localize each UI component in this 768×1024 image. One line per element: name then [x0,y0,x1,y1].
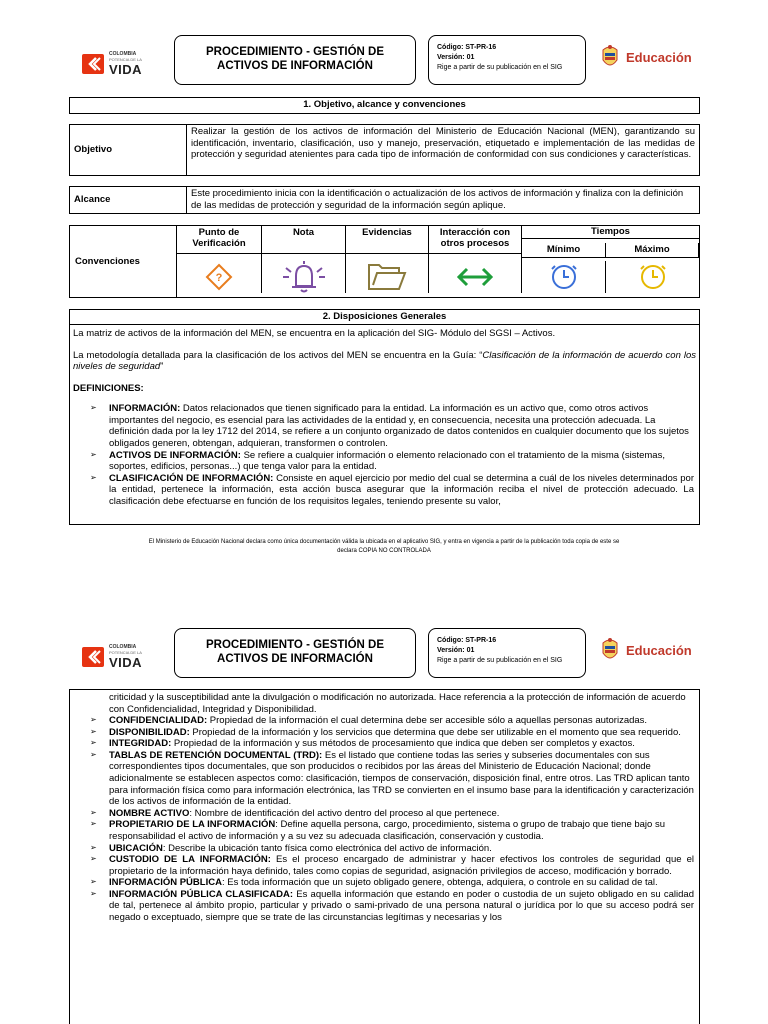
logo-line1: COLOMBIA [109,51,137,57]
section2-title: 2. Disposiciones Generales [70,310,699,325]
page-header [0,35,768,97]
educacion-logo-text: Educación [626,642,692,658]
alcance-row [69,186,700,214]
disp-paragraph-1: La matriz de activos de la información del MEN, se encuentra en la aplicación del SIG- Módulo del SGSI – Activos. [73,328,556,339]
header-punto-verificacion: Punto de Verificación [177,226,261,254]
objetivo-row [69,124,700,176]
list-item: ➢ PROPIETARIO DE LA INFORMACIÓN: Define aquella persona, cargo, procedimiento, sistema o grupo de trabajo que tiene bajo su responsabilidad el activo de información y a su vez su adecuada clasificación, conservación y custodia. [90,819,694,842]
clock-maximum-icon [639,263,667,291]
section1-title: 1. Objetivo, alcance y convenciones [303,99,466,110]
disposiciones-box-continued [69,689,700,1024]
disposiciones-box [69,309,700,525]
list-item: ➢ TABLAS DE RETENCIÓN DOCUMENTAL (TRD): Es el listado que contiene todas las series y subseries documentales con sus correspondientes tipos documentales, que son producidos o recibidos por las áreas del Ministerio de Educación Nacional; donde adicionalmente se establecen aspectos como: clasificación, tiempos de conservación, disposición final, entre otros. Las TRD aplican tanto para información física como para información electrónica, las TRD se convierten en el insumo base para la identificación y caracterización de los activos de información de la entidad. [90,750,694,808]
convenciones-table [69,225,700,298]
list-item: ➢ INFORMACIÓN: Datos relacionados que tienen significado para la entidad. La información es un activo que, como otros activos importantes del negocio, es esencial para las actividades de la entidad y, en consecuencia, necesita una protección adecuada. La definición dada por la ley 1712 del 2014, se refiere a un conjunto organizado de datos contenidos en cualquier documento que los sujetos obligados generen, obtengan, adquieran, transformen o controlen. [90,403,694,449]
list-item: ➢ ACTIVOS DE INFORMACIÓN: Se refiere a cualquier información o elemento relacionado con el tratamiento de la misma (sistemas, soportes, edificios, personas...) que tenga valor para la entidad. [90,450,694,473]
definiciones-heading: DEFINICIONES: [73,382,144,394]
colombia-logo [82,49,154,79]
colombia-mark-icon [82,52,106,76]
document-version: Versión: 01 [437,647,475,655]
section1-title-box [69,97,700,114]
header-minimo: Mínimo [522,243,606,258]
colombia-logo [82,642,154,672]
definitions-list-page1 [70,403,699,507]
list-item: ➢ CUSTODIO DE LA INFORMACIÓN: Es el proceso encargado de administrar y hacer efectivos los controles de seguridad que el propietario de la información haya definido, tales como copias de seguridad, asignación privilegios de acceso, modificación y borrado. [90,854,694,877]
coat-of-arms-icon [598,44,622,72]
clock-minimum-icon [550,263,578,291]
document-code: Código: ST-PR-16 [437,637,497,644]
list-item: ➢ INTEGRIDAD: Propiedad de la información y sus métodos de procesamiento que indica que deben ser completos y exactos. [90,738,694,750]
objetivo-label: Objetivo [70,125,187,175]
header-nota: Nota [262,226,345,254]
logo-line2: POTENCIA DE LA [109,650,142,655]
disp-paragraph-2: La metodología detallada para la clasificación de los activos del MEN se encuentra en la Guía: “Clasificación de la información de acuerdo con los niveles de seguridad” [73,349,697,373]
logo-line3: VIDA [109,62,143,77]
document-validity: Rige a partir de su publicación en el SIG [437,657,563,665]
svg-text:?: ? [215,272,223,285]
list-item: ➢ INFORMACIÓN PÚBLICA CLASIFICADA: Es aquella información que estando en poder o custodia de un sujeto obligado en su calidad de tal, pertenece al ámbito propio, particular y privado o sami-privado de una persona natural o jurídica por lo que su acceso podrá ser negado o exceptuado, siempre que se trate de las circunstancias legítimas y necesarias y los [90,889,694,924]
alcance-label: Alcance [70,187,187,213]
list-item: ➢ CONFIDENCIALIDAD: Propiedad de la información el cual determina debe ser accesible sólo a aquellas personas autorizadas. [90,715,694,727]
colombia-mark-icon [82,645,106,669]
list-item: ➢ UBICACIÓN: Describe la ubicación tanto física como electrónica del activo de información. [90,843,694,855]
list-item: ➢ CLASIFICACIÓN DE INFORMACIÓN: Consiste en aquel ejercicio por medio del cual se determina a cuál de los niveles determinados por la entidad, pertenece la información, esta acción busca asegurar que la información reciba el nivel de protección adecuado. La clasificación debe efectuarse en función de los requisitos legales, teniendo presente su valor, [90,473,694,508]
document-footer [0,538,768,556]
interaction-arrows-icon [455,265,495,289]
logo-line1: COLOMBIA [109,644,137,650]
educacion-logo-text: Educación [626,49,692,65]
document-code: Código: ST-PR-16 [437,44,497,51]
educacion-logo [598,636,692,666]
list-item: ➢ NOMBRE ACTIVO: Nombre de identificación del activo dentro del proceso al que pertenece. [90,808,694,820]
document-title: PROCEDIMIENTO - GESTIÓN DE ACTIVOS DE INFORMACIÓN [174,628,416,678]
document-title: PROCEDIMIENTO - GESTIÓN DE ACTIVOS DE INFORMACIÓN [174,35,416,85]
document-code-box [428,35,586,85]
header-evidencias: Evidencias [346,226,428,254]
document-version: Versión: 01 [437,54,475,62]
footer-line-1: El Ministerio de Educación Nacional declara como única documentación válida la ubicada en el aplicativo SIG, y entra en vigencia a partir de la publicación toda copia de este se [148,539,620,545]
header-tiempos: Tiempos [522,226,699,239]
logo-line2: POTENCIA DE LA [109,57,142,62]
header-maximo: Máximo [606,243,699,258]
folder-icon [365,261,409,293]
document-code-box [428,628,586,678]
bell-note-icon [280,260,328,294]
document-validity: Rige a partir de su publicación en el SIG [437,64,563,72]
header-interaccion: Interacción con otros procesos [429,226,521,254]
list-item: ➢ INFORMACIÓN PÚBLICA: Es toda información que un sujeto obligado genere, obtenga, adquiera, o controle en su calidad de tal. [90,877,694,889]
page-header-2 [0,628,768,690]
definitions-list-page2 [70,692,699,924]
objetivo-text: Realizar la gestión de los activos de información del Ministerio de Educación Nacional (MEN), garantizando su identificación, inventario, clasificación, uso y manejo, preservación, etiquetado e implementación de las medidas de protección y seguridad atenientes para cada tipo de información de conformidad con sus condiciones y características. [191,126,695,161]
verification-diamond-icon [204,262,234,292]
list-item: ➢ DISPONIBILIDAD: Propiedad de la información y los servicios que determina que debe ser utilizable en el momento que sea requerido. [90,727,694,739]
convenciones-label: Convenciones [70,226,177,297]
list-item-continuation: criticidad y la susceptibilidad ante la divulgación o modificación no autorizada. Hace referencia a la protección de información de acuerdo con Confidencialidad, Integridad y Disponibilidad. [109,692,686,715]
logo-line3: VIDA [109,655,143,670]
coat-of-arms-icon [598,637,622,665]
alcance-text: Este procedimiento inicia con la identificación o actualización de los activos de información y finaliza con la definición de las medidas de protección y seguridad de la información según aplique. [191,188,684,211]
footer-line-2: declara COPIA NO CONTROLADA [337,548,431,554]
educacion-logo [598,43,692,73]
